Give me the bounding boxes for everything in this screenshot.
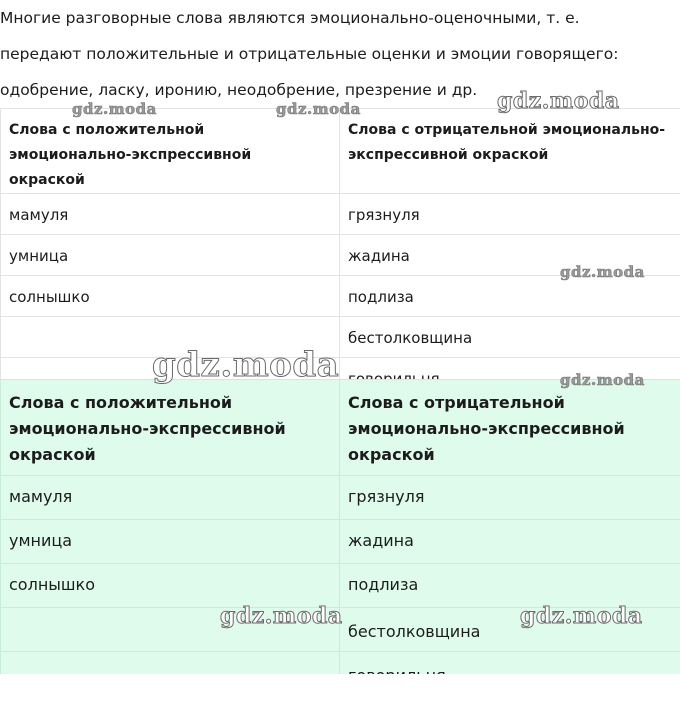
cell-negative: жадина (340, 520, 680, 564)
cell-negative: подлиза (340, 564, 680, 608)
table-row (1, 235, 680, 276)
table-header-row (1, 380, 680, 476)
cell-negative: грязнуля (340, 194, 680, 235)
watermark: gdz.moda (560, 263, 645, 281)
intro-line: передают положительные и отрицательные оценки и эмоции говорящего: (0, 45, 619, 63)
watermark: gdz.moda (220, 603, 343, 629)
words-table-plain (0, 108, 680, 399)
intro-line: одобрение, ласку, иронию, неодобрение, презрение и др. (0, 81, 478, 99)
header-negative: Слова с отрицательной эмоционально-экспрессивной окраской (340, 380, 680, 476)
cell-positive (1, 608, 340, 652)
watermark: gdz.moda (520, 603, 643, 629)
cell-positive: солнышко (1, 564, 340, 608)
page-cutoff (0, 674, 680, 709)
watermark: gdz.moda (152, 345, 340, 385)
cell-positive: мамуля (1, 476, 340, 520)
table-row (1, 520, 680, 564)
watermark: gdz.moda (560, 371, 645, 389)
intro-line: Многие разговорные слова являются эмоционально-оценочными, т. е. (0, 9, 580, 27)
watermark: gdz.moda (497, 88, 620, 114)
table-header-row (1, 109, 680, 194)
table-row (1, 476, 680, 520)
table-row (1, 194, 680, 235)
table-row (1, 276, 680, 317)
cell-positive: умница (1, 520, 340, 564)
cell-negative: подлиза (340, 276, 680, 317)
words-table-highlighted (0, 379, 680, 696)
table-row (1, 317, 680, 358)
cell-positive: солнышко (1, 276, 340, 317)
intro-paragraph (0, 0, 680, 108)
header-positive: Слова с положительной эмоционально-экспрессивной окраской (1, 109, 340, 194)
cell-positive (1, 317, 340, 358)
table-row (1, 608, 680, 652)
watermark: gdz.moda (72, 100, 157, 118)
watermark: gdz.moda (276, 100, 361, 118)
cell-positive: умница (1, 235, 340, 276)
table-row (1, 564, 680, 608)
cell-negative: жадина (340, 235, 680, 276)
header-positive: Слова с положительной эмоционально-экспрессивной окраской (1, 380, 340, 476)
cell-negative: бестолковщина (340, 317, 680, 358)
header-negative: Слова с отрицательной эмоционально-экспрессивной окраской (340, 109, 680, 194)
cell-negative: грязнуля (340, 476, 680, 520)
cell-positive: мамуля (1, 194, 340, 235)
cell-negative: бестолковщина (340, 608, 680, 652)
